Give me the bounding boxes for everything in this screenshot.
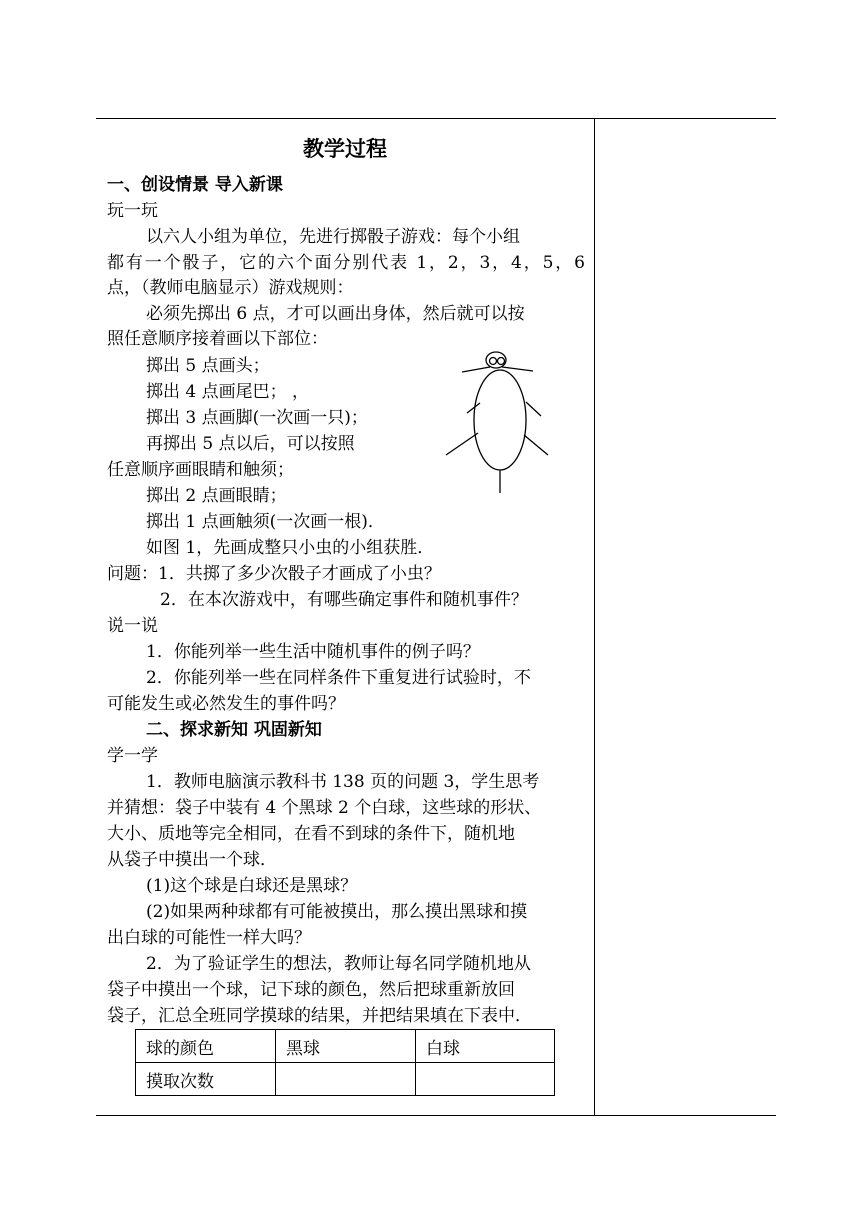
table-bottom-border	[96, 1115, 776, 1116]
table-header-cell: 球的颜色	[136, 1030, 276, 1063]
paragraph-line: (1)这个球是白球还是黑球？	[146, 876, 358, 896]
paragraph-line: 出白球的可能性一样大吗？	[107, 928, 311, 948]
paragraph-line: 并猜想：袋子中装有 4 个黑球 2 个白球，这些球的形状、	[107, 798, 542, 818]
rule-line: 掷出 2 点画眼睛；	[146, 486, 287, 506]
rule-line: 掷出 1 点画触须(一次画一根)．	[146, 512, 385, 532]
question-line: 问题：1．共掷了多少次骰子才画成了小虫？	[107, 564, 441, 584]
rule-line: 任意顺序画眼睛和触须；	[107, 460, 294, 480]
bug-leg	[526, 402, 541, 416]
paragraph-line: 都有一个骰子，它的六个面分别代表 1，2，3，4，5，6	[107, 253, 585, 273]
subheading-say: 说一说	[107, 616, 158, 636]
subheading-learn: 学一学	[107, 746, 158, 766]
table-cell	[416, 1063, 555, 1096]
column-divider	[594, 118, 595, 1116]
table-header-cell: 白球	[416, 1030, 555, 1063]
bug-antenna-left	[462, 367, 490, 372]
page-title: 教学过程	[303, 137, 387, 161]
table-cell	[276, 1063, 416, 1096]
bug-eye-left	[490, 358, 497, 365]
question-line: 2．你能列举一些在同样条件下重复进行试验时，不	[146, 668, 531, 688]
paragraph-line: 1．教师电脑演示教科书 138 页的问题 3，学生思考	[146, 772, 540, 792]
table-row	[136, 1063, 555, 1096]
ball-color-table	[135, 1029, 555, 1096]
paragraph-line: 必须先掷出 6 点，才可以画出身体，然后就可以按	[146, 304, 525, 324]
rule-line: 如图 1，先画成整只小虫的小组获胜．	[146, 538, 435, 558]
section1-heading: 一、创设情景 导入新课	[107, 175, 283, 195]
paragraph-line: 从袋子中摸出一个球．	[107, 850, 277, 870]
bug-body	[474, 370, 526, 470]
bug-antenna-right	[502, 367, 533, 371]
rule-line: 掷出 4 点画尾巴； ，	[146, 382, 310, 402]
question-line: 2．在本次游戏中，有哪些确定事件和随机事件？	[160, 590, 528, 610]
table-row	[136, 1030, 555, 1063]
bug-leg	[446, 433, 478, 455]
bug-drawing	[440, 345, 550, 495]
paragraph-line: 以六人小组为单位，先进行掷骰子游戏：每个小组	[146, 227, 520, 247]
table-cell: 摸取次数	[136, 1063, 276, 1096]
paragraph-line: 2．为了验证学生的想法，教师让每名同学随机地从	[146, 954, 531, 974]
paragraph-line: 照任意顺序接着画以下部位：	[107, 329, 328, 349]
question-line: 1．你能列举一些生活中随机事件的例子吗？	[146, 642, 480, 662]
bug-leg	[467, 403, 480, 413]
paragraph-line: 袋子，汇总全班同学摸球的结果，并把结果填在下表中．	[107, 1006, 532, 1026]
question-line: 可能发生或必然发生的事件吗？	[107, 694, 345, 714]
bug-leg	[524, 435, 548, 455]
section2-heading: 二、探求新知 巩固新知	[146, 720, 322, 740]
table-top-border	[96, 118, 776, 119]
subheading-play: 玩一玩	[107, 201, 158, 221]
bug-eye-right	[498, 358, 505, 365]
paragraph-line: 袋子中摸出一个球，记下球的颜色，然后把球重新放回	[107, 980, 515, 1000]
paragraph-line: 点，（教师电脑显示）游戏规则：	[107, 278, 354, 298]
rule-line: 掷出 5 点画头；	[146, 356, 270, 376]
rule-line: 再掷出 5 点以后，可以按照	[146, 434, 355, 454]
paragraph-line: (2)如果两种球都有可能被摸出，那么摸出黑球和摸	[146, 902, 528, 922]
rule-line: 掷出 3 点画脚(一次画一只)；	[146, 408, 368, 428]
table-header-cell: 黑球	[276, 1030, 416, 1063]
paragraph-line: 大小、质地等完全相同，在看不到球的条件下，随机地	[107, 824, 515, 844]
